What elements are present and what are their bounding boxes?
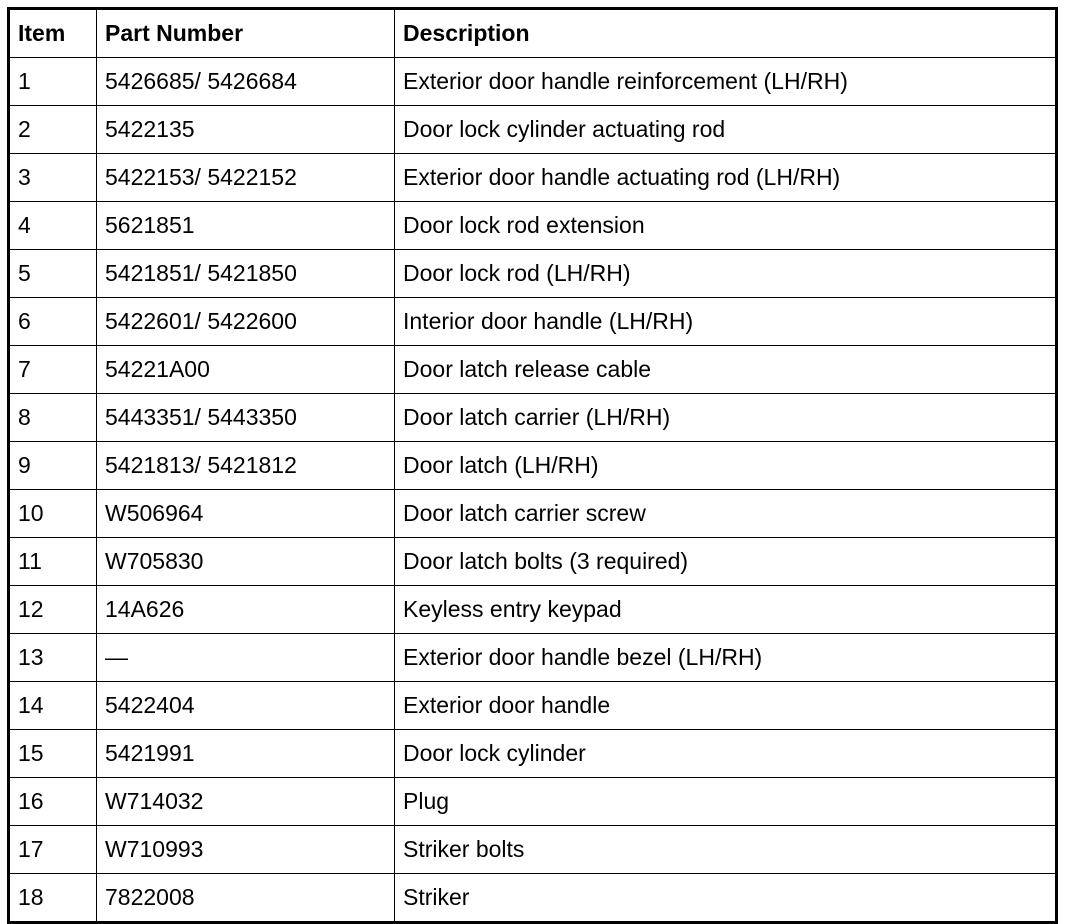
description-cell: Exterior door handle reinforcement (LH/RH) [395, 58, 1057, 106]
item-cell: 3 [9, 154, 97, 202]
table-row [9, 58, 1057, 106]
item-cell: 8 [9, 394, 97, 442]
item-cell: 10 [9, 490, 97, 538]
description-cell: Door lock cylinder [395, 730, 1057, 778]
item-cell: 6 [9, 298, 97, 346]
table-row [9, 586, 1057, 634]
description-cell: Keyless entry keypad [395, 586, 1057, 634]
table-row [9, 346, 1057, 394]
table-row [9, 250, 1057, 298]
item-cell: 11 [9, 538, 97, 586]
part-number-cell: W506964 [97, 490, 395, 538]
parts-table [7, 7, 1058, 924]
item-cell: 18 [9, 874, 97, 923]
table-row [9, 538, 1057, 586]
table-row [9, 298, 1057, 346]
part-number-cell: 14A626 [97, 586, 395, 634]
item-cell: 1 [9, 58, 97, 106]
table-row [9, 826, 1057, 874]
part-number-cell: 54221A00 [97, 346, 395, 394]
table-row [9, 682, 1057, 730]
part-number-cell: 5421991 [97, 730, 395, 778]
item-cell: 12 [9, 586, 97, 634]
part-number-cell: 5422153/ 5422152 [97, 154, 395, 202]
table-row [9, 106, 1057, 154]
description-cell: Exterior door handle [395, 682, 1057, 730]
part-number-cell: — [97, 634, 395, 682]
item-cell: 15 [9, 730, 97, 778]
item-cell: 2 [9, 106, 97, 154]
part-number-cell: W705830 [97, 538, 395, 586]
table-row [9, 778, 1057, 826]
description-cell: Door latch carrier screw [395, 490, 1057, 538]
table-row [9, 442, 1057, 490]
item-cell: 13 [9, 634, 97, 682]
part-number-cell: 5443351/ 5443350 [97, 394, 395, 442]
header-description: Description [395, 9, 1057, 58]
part-number-cell: 5422404 [97, 682, 395, 730]
description-cell: Door lock cylinder actuating rod [395, 106, 1057, 154]
description-cell: Striker [395, 874, 1057, 923]
part-number-cell: 5621851 [97, 202, 395, 250]
part-number-cell: 5422601/ 5422600 [97, 298, 395, 346]
item-cell: 7 [9, 346, 97, 394]
description-cell: Plug [395, 778, 1057, 826]
table-row [9, 154, 1057, 202]
description-cell: Door latch carrier (LH/RH) [395, 394, 1057, 442]
description-cell: Door lock rod extension [395, 202, 1057, 250]
description-cell: Exterior door handle actuating rod (LH/RH) [395, 154, 1057, 202]
item-cell: 17 [9, 826, 97, 874]
description-cell: Door latch (LH/RH) [395, 442, 1057, 490]
description-cell: Interior door handle (LH/RH) [395, 298, 1057, 346]
description-cell: Door latch release cable [395, 346, 1057, 394]
description-cell: Door latch bolts (3 required) [395, 538, 1057, 586]
table-row [9, 730, 1057, 778]
part-number-cell: 5421813/ 5421812 [97, 442, 395, 490]
description-cell: Door lock rod (LH/RH) [395, 250, 1057, 298]
item-cell: 16 [9, 778, 97, 826]
header-row [9, 9, 1057, 58]
part-number-cell: 5422135 [97, 106, 395, 154]
part-number-cell: 5426685/ 5426684 [97, 58, 395, 106]
table-row [9, 874, 1057, 923]
table-row [9, 634, 1057, 682]
table-row [9, 202, 1057, 250]
item-cell: 14 [9, 682, 97, 730]
header-part-number: Part Number [97, 9, 395, 58]
part-number-cell: 7822008 [97, 874, 395, 923]
description-cell: Striker bolts [395, 826, 1057, 874]
header-item: Item [9, 9, 97, 58]
description-cell: Exterior door handle bezel (LH/RH) [395, 634, 1057, 682]
table-row [9, 394, 1057, 442]
item-cell: 9 [9, 442, 97, 490]
part-number-cell: 5421851/ 5421850 [97, 250, 395, 298]
part-number-cell: W710993 [97, 826, 395, 874]
item-cell: 5 [9, 250, 97, 298]
part-number-cell: W714032 [97, 778, 395, 826]
item-cell: 4 [9, 202, 97, 250]
table-row [9, 490, 1057, 538]
